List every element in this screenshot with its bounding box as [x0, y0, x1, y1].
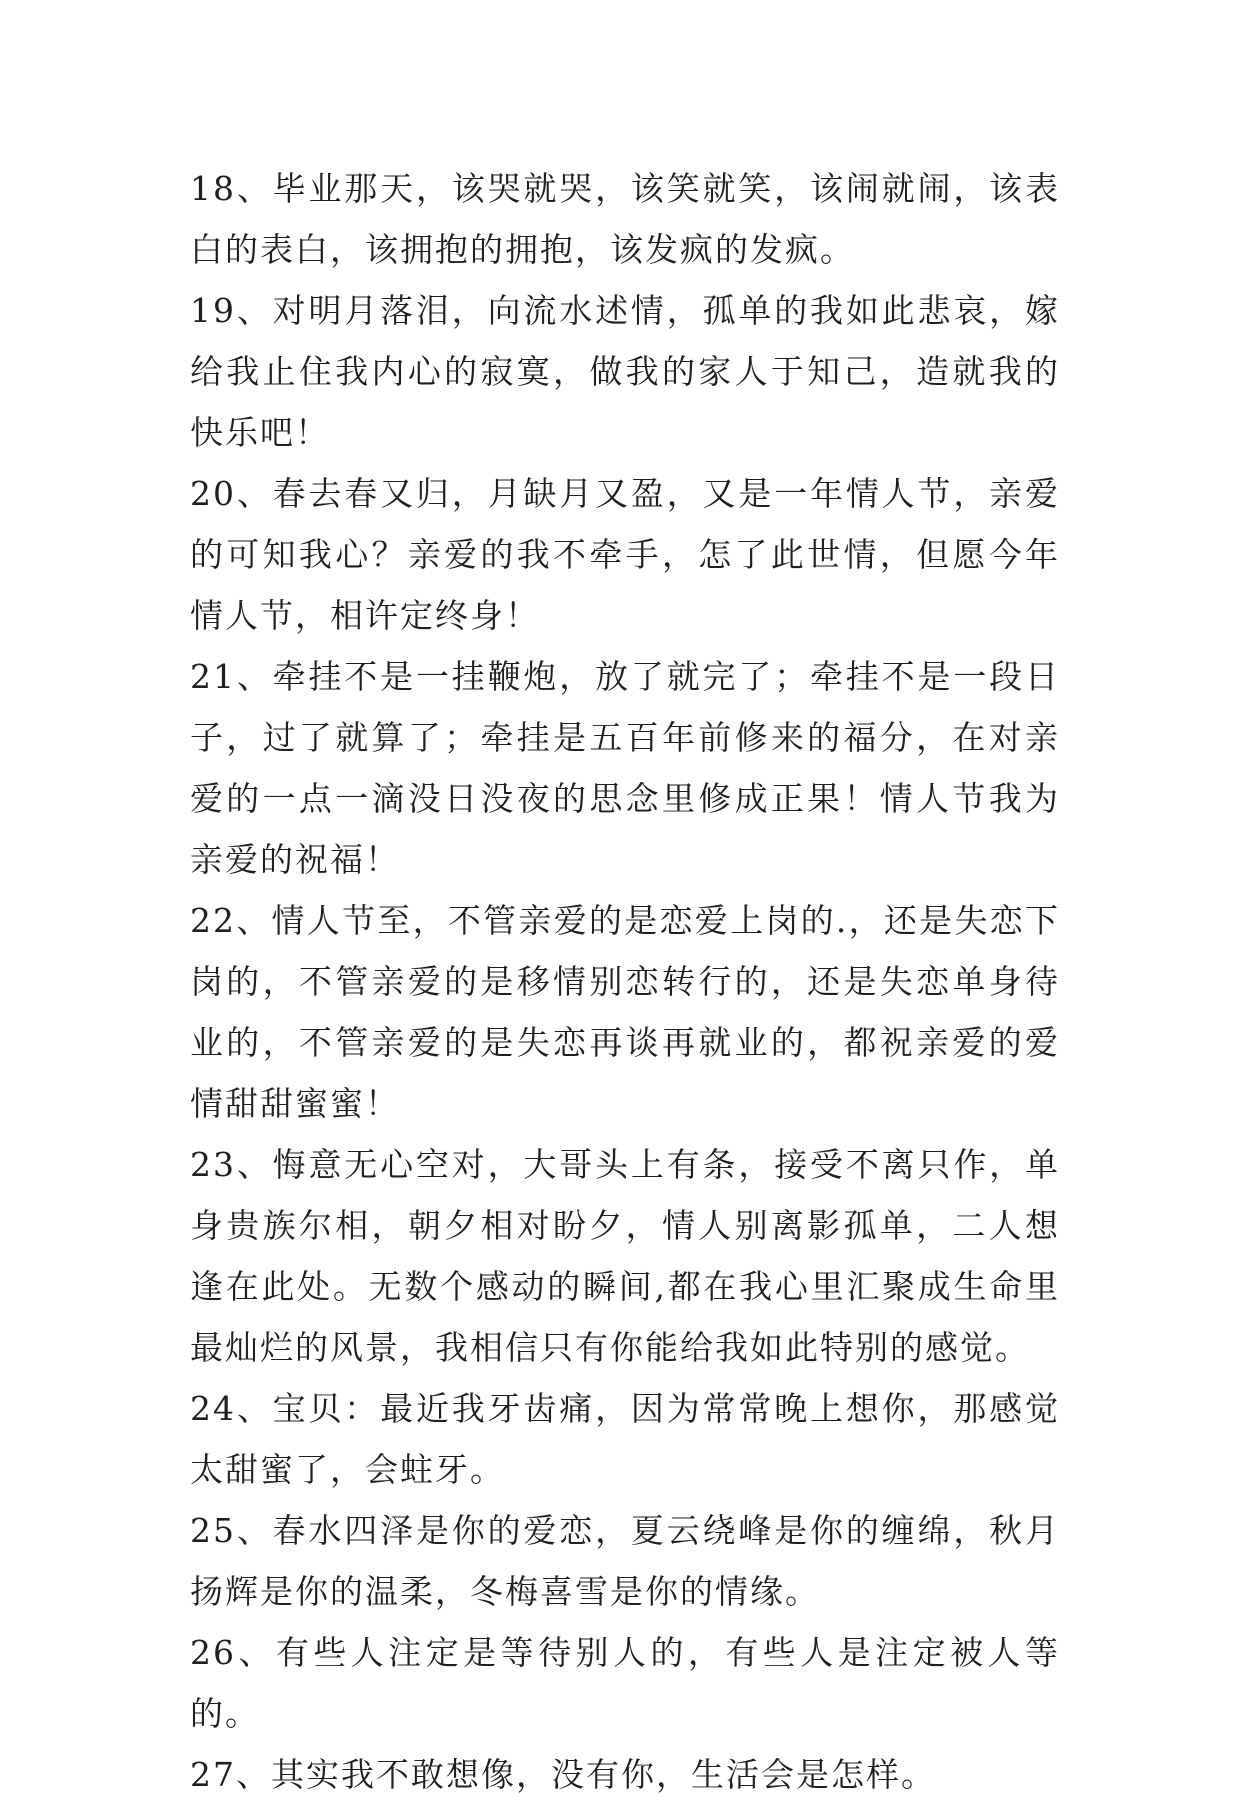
paragraph-23: 23、悔意无心空对，大哥头上有条，接受不离只作，单身贵族尔相，朝夕相对盼夕，情人别离影孤单，二人想逢在此处。无数个感动的瞬间,都在我心里汇聚成生命里最灿烂的风景，我相信只有你能给我如此特别的感觉。 [190, 1145, 1060, 1367]
paragraph-25: 25、春水四泽是你的爱恋，夏云绕峰是你的缠绵，秋月扬辉是你的温柔，冬梅喜雪是你的情缘。 [190, 1511, 1060, 1611]
paragraph-26: 26、有些人注定是等待别人的，有些人是注定被人等的。 [190, 1633, 1060, 1733]
paragraph-20: 20、春去春又归，月缺月又盈，又是一年情人节，亲爱的可知我心？亲爱的我不牵手，怎了此世情，但愿今年情人节，相许定终身！ [190, 474, 1060, 635]
paragraph-27: 27、其实我不敢想像，没有你，生活会是怎样。 [190, 1755, 936, 1794]
paragraph-19: 19、对明月落泪，向流水述情，孤单的我如此悲哀，嫁给我止住我内心的寂寞，做我的家人于知己，造就我的快乐吧！ [190, 291, 1060, 452]
document-body [190, 158, 1060, 1805]
paragraph-22: 22、情人节至，不管亲爱的是恋爱上岗的.，还是失恋下岗的，不管亲爱的是移情别恋转行的，还是失恋单身待业的，不管亲爱的是失恋再谈再就业的，都祝亲爱的爱情甜甜蜜蜜！ [190, 901, 1060, 1123]
paragraph-24: 24、宝贝：最近我牙齿痛，因为常常晚上想你，那感觉太甜蜜了，会蛀牙。 [190, 1389, 1060, 1489]
paragraph-21: 21、牵挂不是一挂鞭炮，放了就完了；牵挂不是一段日子，过了就算了；牵挂是五百年前修来的福分，在对亲爱的一点一滴没日没夜的思念里修成正果！情人节我为亲爱的祝福！ [190, 657, 1060, 879]
paragraph-18: 18、毕业那天，该哭就哭，该笑就笑，该闹就闹，该表白的表白，该拥抱的拥抱，该发疯的发疯。 [190, 169, 1060, 269]
